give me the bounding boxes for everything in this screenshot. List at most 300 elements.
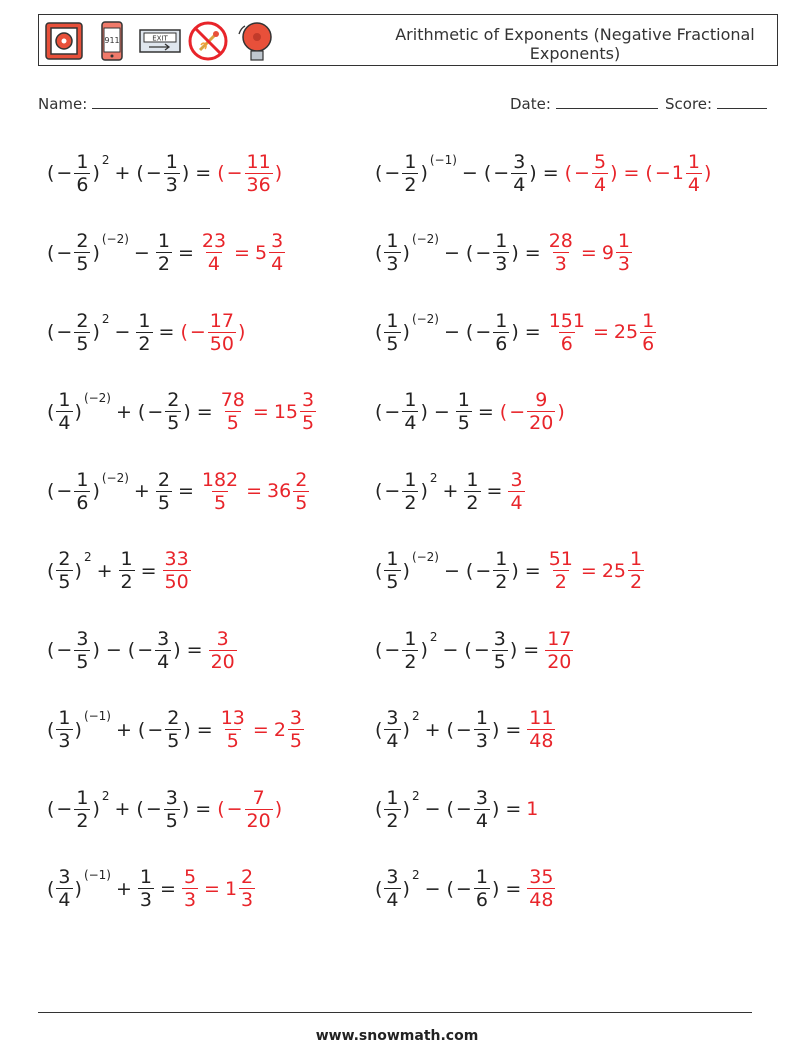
minus-sign: − — [147, 400, 164, 423]
fraction — [493, 310, 509, 355]
parenthesis: ( — [47, 321, 55, 343]
math-term — [46, 310, 110, 355]
parenthesis: ) — [237, 321, 246, 343]
math-term — [465, 310, 520, 355]
parenthesis: ( — [180, 321, 188, 343]
fraction — [164, 151, 180, 196]
equals-sign: = — [252, 718, 269, 741]
exponent: (−1) — [83, 709, 111, 723]
denominator: 4 — [207, 253, 220, 275]
minus-sign: − — [56, 321, 73, 343]
problem-10 — [374, 463, 526, 519]
parenthesis: ( — [446, 798, 454, 820]
parenthesis: ( — [47, 400, 55, 423]
numerator: 2 — [76, 230, 89, 252]
fraction — [288, 707, 304, 752]
equals-sign: = — [505, 877, 522, 900]
minus-sign: − — [475, 559, 492, 582]
equals-sign: = — [592, 321, 609, 343]
denominator: 2 — [495, 571, 508, 593]
minus-sign: − — [226, 162, 243, 184]
numerator: 1 — [138, 309, 151, 332]
problem-12 — [374, 543, 645, 599]
minus-sign: − — [574, 162, 590, 184]
denominator: 2 — [404, 650, 417, 673]
minus-sign: − — [56, 162, 73, 184]
numerator: 1 — [58, 707, 71, 729]
answer — [546, 548, 576, 593]
problem-19 — [46, 861, 256, 917]
equals-sign: = — [196, 400, 213, 423]
parenthesis: ( — [499, 400, 508, 423]
fraction — [74, 628, 90, 673]
equals-sign: = — [505, 798, 522, 820]
parenthesis: ) — [420, 639, 428, 661]
math-term — [135, 151, 190, 196]
numerator: 1 — [76, 150, 89, 173]
denominator: 5 — [165, 809, 178, 832]
footer-divider — [38, 1012, 752, 1013]
math-term — [465, 230, 520, 275]
numerator: 3 — [302, 389, 315, 411]
footer-url: www.snowmath.com — [315, 1028, 479, 1044]
numerator: 1 — [76, 468, 89, 491]
equals-sign: = — [542, 162, 559, 184]
parenthesis: ) — [402, 241, 410, 264]
minus-sign: − — [189, 321, 206, 343]
operator: − — [424, 877, 441, 900]
answer — [499, 389, 566, 434]
denominator: 50 — [209, 332, 234, 355]
denominator: 3 — [554, 253, 567, 275]
denominator: 5 — [457, 412, 470, 434]
fraction — [74, 469, 90, 514]
fraction — [119, 548, 135, 593]
parenthesis: ) — [610, 162, 618, 184]
minus-sign: − — [455, 798, 472, 820]
operator: − — [442, 639, 459, 661]
answer — [526, 707, 556, 752]
parenthesis: ) — [274, 798, 283, 820]
denominator: 4 — [58, 889, 71, 911]
parenthesis: ( — [465, 321, 474, 343]
numerator: 51 — [548, 548, 573, 570]
denominator: 3 — [475, 730, 488, 752]
numerator: 11 — [246, 150, 271, 173]
numerator: 3 — [76, 627, 89, 650]
numerator: 1 — [495, 548, 508, 570]
denominator: 3 — [139, 889, 153, 911]
parenthesis: ( — [375, 639, 383, 661]
fraction — [293, 469, 309, 514]
exponent: (−2) — [411, 232, 439, 246]
numerator: 1 — [386, 786, 399, 809]
fraction — [640, 310, 656, 355]
date-field[interactable] — [510, 94, 658, 113]
numerator: 1 — [475, 707, 488, 729]
answer — [199, 469, 241, 514]
denominator: 2 — [157, 253, 170, 275]
math-term — [483, 151, 538, 196]
parenthesis: ) — [491, 718, 500, 741]
equals-sign: = — [186, 639, 203, 661]
numerator: 1 — [58, 389, 71, 411]
answer — [162, 548, 192, 593]
name-blank[interactable] — [92, 94, 210, 109]
math-term — [374, 707, 420, 752]
answer — [181, 866, 199, 911]
minus-sign: − — [455, 718, 472, 741]
numerator: 1 — [687, 150, 700, 173]
parenthesis: ) — [74, 877, 82, 900]
parenthesis: ) — [74, 559, 82, 582]
fraction — [474, 866, 490, 911]
math-term — [46, 469, 129, 514]
parenthesis: ( — [47, 162, 55, 184]
answer — [614, 310, 657, 355]
denominator: 48 — [529, 730, 554, 752]
whole-number: 25 — [613, 321, 639, 343]
answer — [274, 707, 305, 752]
answer — [546, 310, 588, 355]
minus-sign: − — [56, 480, 73, 502]
operator: + — [116, 400, 132, 423]
problem-3 — [46, 225, 286, 281]
parenthesis: ( — [375, 400, 383, 423]
operator: − — [424, 798, 441, 820]
parenthesis: ) — [92, 241, 100, 264]
math-term — [446, 866, 501, 911]
fraction — [527, 389, 555, 434]
math-term — [46, 389, 111, 434]
fraction — [456, 389, 472, 434]
parenthesis: ( — [446, 718, 454, 741]
fire-alarm-icon — [43, 20, 85, 62]
math-term — [374, 230, 439, 275]
math-term — [374, 151, 457, 196]
answer — [564, 151, 619, 196]
phone-911-icon — [91, 20, 133, 62]
numerator: 23 — [201, 230, 227, 252]
exponent: (−1) — [429, 152, 457, 167]
fraction — [209, 628, 237, 673]
numerator: 3 — [165, 786, 178, 809]
parenthesis: ) — [402, 877, 410, 900]
equals-sign: = — [523, 639, 540, 661]
operator: − — [114, 321, 131, 343]
math-term — [374, 310, 439, 355]
minus-sign: − — [56, 639, 73, 661]
minus-sign: − — [384, 162, 401, 184]
denominator: 36 — [246, 173, 271, 196]
equals-sign: = — [524, 321, 541, 343]
math-term — [155, 469, 173, 514]
fraction — [74, 151, 90, 196]
parenthesis: ) — [181, 162, 190, 184]
fraction — [74, 230, 90, 275]
parenthesis: ( — [375, 559, 383, 582]
minus-sign: − — [145, 162, 162, 184]
parenthesis: ( — [47, 798, 55, 820]
fraction — [384, 230, 400, 275]
denominator: 20 — [210, 650, 235, 673]
math-term — [46, 628, 101, 673]
numerator: 13 — [220, 707, 245, 729]
answer — [602, 548, 645, 593]
answer — [602, 230, 633, 275]
problem-7 — [46, 384, 317, 440]
fraction — [165, 707, 181, 752]
parenthesis: ) — [92, 798, 100, 820]
denominator: 48 — [529, 889, 554, 911]
operator: − — [433, 400, 450, 423]
parenthesis: ( — [446, 877, 454, 900]
denominator: 2 — [554, 571, 567, 593]
fraction — [384, 548, 400, 593]
fraction — [245, 151, 273, 196]
fraction — [402, 389, 418, 434]
equals-sign: = — [524, 241, 541, 264]
answer — [199, 230, 229, 275]
fraction — [200, 230, 228, 275]
fraction — [208, 310, 236, 355]
parenthesis: ) — [420, 400, 428, 423]
parenthesis: ) — [511, 321, 519, 343]
fraction — [616, 230, 632, 275]
fraction — [136, 310, 152, 355]
denominator: 5 — [76, 650, 89, 673]
denominator: 4 — [510, 491, 523, 514]
numerator: 1 — [386, 230, 399, 252]
exponent: (−2) — [83, 391, 111, 405]
denominator: 2 — [466, 491, 479, 514]
denominator: 5 — [167, 730, 180, 752]
fraction — [56, 389, 72, 434]
parenthesis: ) — [173, 639, 181, 661]
fraction — [219, 707, 247, 752]
fraction — [155, 628, 171, 673]
denominator: 3 — [58, 730, 71, 752]
fraction — [402, 469, 418, 514]
numerator: 1 — [139, 866, 153, 888]
math-term — [118, 548, 136, 593]
denominator: 20 — [246, 809, 271, 832]
whole-number: 25 — [601, 559, 626, 582]
numerator: 1 — [457, 389, 470, 411]
fraction — [628, 548, 644, 593]
equals-sign: = — [140, 559, 157, 582]
exponent: 2 — [411, 709, 420, 723]
equals-sign: = — [195, 798, 212, 820]
problem-4 — [374, 225, 633, 281]
score-field[interactable] — [665, 94, 767, 113]
problem-15 — [46, 702, 305, 758]
denominator: 6 — [642, 332, 655, 355]
minus-sign: − — [137, 639, 154, 661]
numerator: 33 — [164, 548, 189, 570]
math-term — [463, 469, 481, 514]
operator: + — [96, 559, 113, 582]
denominator: 6 — [76, 173, 89, 196]
denominator: 5 — [386, 332, 399, 355]
minus-sign: − — [226, 798, 243, 820]
exponent: 2 — [429, 629, 438, 644]
equals-sign: = — [524, 559, 541, 582]
parenthesis: ) — [420, 480, 428, 502]
parenthesis: ( — [47, 241, 55, 264]
no-matches-icon — [187, 20, 229, 62]
score-label: Score: — [665, 95, 713, 113]
minus-sign: − — [56, 241, 73, 264]
denominator: 5 — [58, 571, 71, 593]
exponent: (−2) — [101, 470, 129, 485]
numerator: 3 — [157, 627, 170, 650]
math-term — [374, 469, 438, 514]
numerator: 1 — [404, 389, 417, 411]
parenthesis: ) — [557, 400, 565, 423]
numerator: 2 — [167, 389, 180, 411]
math-term — [127, 628, 182, 673]
equals-sign: = — [158, 321, 175, 343]
denominator: 4 — [271, 253, 284, 275]
math-term — [135, 310, 153, 355]
equals-sign: = — [580, 559, 597, 582]
parenthesis: ) — [703, 162, 712, 184]
numerator: 1 — [495, 309, 508, 332]
numerator: 1 — [404, 627, 417, 650]
exponent: 2 — [101, 788, 110, 803]
minus-sign: − — [145, 798, 162, 820]
numerator: 5 — [183, 866, 197, 888]
denominator: 5 — [302, 412, 315, 434]
parenthesis: ( — [465, 559, 474, 582]
math-term — [455, 389, 473, 434]
equals-sign: = — [234, 241, 250, 264]
minus-sign: − — [475, 321, 492, 343]
operator: + — [133, 480, 150, 502]
denominator: 5 — [386, 571, 399, 593]
parenthesis: ) — [491, 877, 500, 900]
parenthesis: ) — [183, 718, 191, 741]
parenthesis: ( — [47, 718, 55, 741]
phone-911-text: 911 — [104, 36, 120, 45]
name-field[interactable] — [38, 94, 210, 113]
answer — [544, 628, 574, 673]
parenthesis: ( — [564, 162, 573, 184]
math-term — [465, 548, 520, 593]
math-term — [137, 707, 192, 752]
parenthesis: ) — [92, 480, 100, 502]
exponent: (−1) — [83, 868, 111, 882]
parenthesis: ( — [375, 798, 383, 820]
answer — [216, 151, 283, 196]
answer — [208, 628, 238, 673]
math-term — [374, 866, 420, 911]
whole-number: 9 — [601, 241, 614, 264]
equals-sign: = — [246, 480, 263, 502]
parenthesis: ) — [511, 559, 519, 582]
parenthesis: ( — [47, 559, 55, 582]
minus-sign: − — [473, 639, 490, 661]
operator: + — [116, 877, 132, 900]
operator: − — [105, 639, 122, 661]
numerator: 3 — [475, 786, 488, 809]
fraction — [384, 866, 400, 911]
answer — [507, 469, 525, 514]
numerator: 1 — [495, 230, 508, 252]
minus-sign: − — [493, 162, 510, 184]
operator: − — [444, 241, 460, 264]
minus-sign: − — [384, 480, 401, 502]
operator: + — [424, 718, 441, 741]
numerator: 1 — [630, 548, 643, 570]
denominator: 2 — [630, 571, 643, 593]
exponent: 2 — [101, 311, 110, 326]
numerator: 2 — [295, 468, 308, 491]
math-term — [46, 548, 92, 593]
date-blank[interactable] — [556, 94, 658, 109]
fraction — [164, 787, 180, 832]
fraction — [138, 866, 154, 911]
denominator: 2 — [120, 571, 133, 593]
fraction — [464, 469, 480, 514]
numerator: 3 — [289, 707, 302, 729]
problem-5 — [46, 304, 246, 360]
numerator: 1 — [617, 230, 630, 252]
denominator: 4 — [593, 173, 607, 196]
minus-sign: − — [384, 639, 401, 661]
fraction — [547, 230, 575, 275]
denominator: 4 — [687, 173, 700, 196]
denominator: 2 — [138, 332, 151, 355]
denominator: 6 — [560, 332, 573, 355]
minus-sign: − — [384, 400, 401, 423]
denominator: 3 — [183, 889, 197, 911]
parenthesis: ( — [645, 162, 653, 184]
fraction — [545, 628, 573, 673]
parenthesis: ( — [375, 241, 383, 264]
exponent: 2 — [101, 152, 110, 167]
parenthesis: ( — [47, 639, 55, 661]
parenthesis: ( — [465, 241, 474, 264]
score-blank[interactable] — [717, 94, 767, 109]
numerator: 17 — [547, 627, 572, 650]
fraction — [384, 707, 400, 752]
math-term — [46, 707, 111, 752]
numerator: 9 — [535, 389, 548, 411]
numerator: 3 — [386, 707, 399, 729]
fraction — [219, 389, 247, 434]
problem-11 — [46, 543, 192, 599]
numerator: 1 — [165, 150, 178, 173]
equals-sign: = — [252, 400, 269, 423]
header-icons — [43, 19, 277, 63]
exponent: 2 — [411, 788, 420, 803]
denominator: 5 — [167, 412, 180, 434]
numerator: 3 — [513, 150, 526, 173]
denominator: 2 — [404, 173, 417, 196]
fraction — [163, 548, 191, 593]
operator: − — [461, 162, 478, 184]
problem-1 — [46, 145, 283, 201]
numerator: 11 — [529, 707, 554, 729]
numerator: 1 — [475, 866, 488, 888]
numerator: 1 — [642, 309, 655, 332]
fraction — [402, 628, 418, 673]
numerator: 35 — [529, 866, 554, 888]
parenthesis: ( — [137, 400, 146, 423]
math-term — [155, 230, 173, 275]
